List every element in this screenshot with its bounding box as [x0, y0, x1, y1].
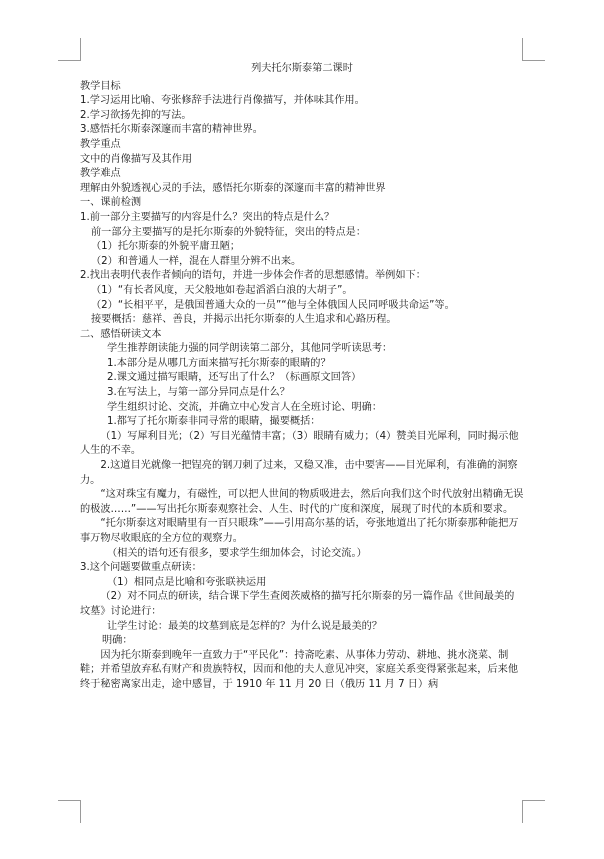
question-item: 3.这个问题要做重点研读： [80, 562, 202, 574]
crop-mark-top-right [522, 38, 545, 61]
example-item: （1）“有长者风度，天父般地如卷起滔滔白浪的大胡子”。 [91, 284, 353, 296]
body-paragraph: 因为托尔斯泰到晚年一直致力于“平民化”：持斋吃素、从事体力劳动、耕地、挑水浇菜、制鞋；并希望放弃私有财产和贵族特权，因而和他的夫人意见冲突，家庭关系变得紧张起来，后来他终于秘密离家出走，途中感冒，于 1910 年 11 月 20 日（俄历 11 月 7 日）病 [80, 649, 519, 690]
section-heading: 二、感悟研读文本 [80, 328, 162, 340]
instruction-text: 学生推荐朗读能力强的同学朗读第二部分，其他同学听读思考： [107, 343, 393, 355]
goal-item: 2.学习欲扬先抑的写法。 [80, 109, 192, 121]
answer-item: （2）和普通人一样，混在人群里分辨不出来。 [91, 255, 302, 267]
crop-mark-bottom-right [522, 800, 545, 823]
question-item: 3.在写法上，与第一部分异同点是什么？ [107, 387, 290, 399]
goal-item: 1.学习运用比喻、夸张修辞手法进行肖像描写，并体味其作用。 [80, 95, 365, 107]
example-item: （2）“长相平平，是俄国普通大众的一员”“他与全体俄国人民同呼吸共命运”等。 [91, 299, 455, 311]
question-item: 1.前一部分主要描写的内容是什么？突出的特点是什么？ [80, 211, 335, 223]
clarify-label: 明确： [102, 635, 133, 647]
answer-item: （1）托尔斯泰的外貌平庸丑陋； [91, 241, 241, 253]
goal-item: 3.感悟托尔斯泰深邃而丰富的精神世界。 [80, 124, 263, 136]
note-text: （相关的语句还有很多，要求学生细加体会，讨论交流。） [107, 547, 367, 559]
answer-text: 前一部分主要描写的是托尔斯泰的外貌特征，突出的特点是： [91, 226, 367, 238]
answer-paragraph: 2.这道目光就像一把锃亮的钢刀刺了过来，又稳又准，击中要害——目光犀利，有准确的洞察力。 [80, 460, 518, 486]
answer-paragraph: （2）对不同点的研读，结合课下学生查阅茨威格的描写托尔斯泰的另一篇作品《世间最美的坟墓》讨论进行： [80, 591, 515, 617]
crop-mark-top-left [58, 38, 81, 61]
instruction-text: 学生组织讨论、交流，并确立中心发言人在全班讨论、明确： [107, 401, 383, 413]
answer-item: （1）相同点是比喻和夸张联袂运用 [107, 576, 267, 588]
key-point-text: 文中的肖像描写及其作用 [80, 153, 193, 165]
answer-paragraph: （1）写犀利目光；（2）写目光蕴情丰富；（3）眼睛有威力；（4）赞美目光犀利，同时揭示他人生的不幸。 [80, 430, 519, 457]
document-body [80, 62, 524, 693]
heading-teaching-goals: 教学目标 [80, 80, 121, 92]
section-heading: 一、课前检测 [80, 197, 142, 209]
heading-difficulties: 教学难点 [80, 168, 121, 180]
document-title: 列夫托尔斯泰第二课时 [251, 63, 353, 74]
heading-key-points: 教学重点 [80, 138, 121, 150]
difficulty-text: 理解由外貌透视心灵的手法，感悟托尔斯泰的深邃而丰富的精神世界 [80, 182, 386, 194]
crop-mark-bottom-left [58, 800, 81, 823]
question-item: 2.找出表明代表作者倾向的语句，并进一步体会作者的思想感情。举例如下： [80, 270, 426, 282]
summary-text: 接要概括：慈祥、善良，并揭示出托尔斯泰的人生追求和心路历程。 [91, 314, 397, 326]
question-item: 1.本部分是从哪几方面来描写托尔斯泰的眼睛的？ [107, 357, 331, 369]
discussion-prompt: 让学生讨论：最美的坟墓到底是怎样的？为什么说是最美的？ [107, 620, 383, 632]
answer-text: 1.都写了托尔斯泰非同寻常的眼睛，撮要概括： [107, 416, 321, 428]
quote-paragraph: “托尔斯泰这对眼睛里有一百只眼珠”——引用高尔基的话，夸张地道出了托尔斯泰那种能把万事万物尽收眼底的全方位的观察力。 [80, 518, 519, 544]
question-item: 2.课文通过描写眼睛，还写出了什么？（标画原文回答） [107, 372, 362, 384]
quote-paragraph: “这对珠宝有魔力，有磁性，可以把人世间的物质吸进去，然后向我们这个时代放射出精确无误的极波……”——写出托尔斯泰观察社会、人生、时代的广度和深度，展现了时代的本质和要求。 [80, 489, 524, 515]
